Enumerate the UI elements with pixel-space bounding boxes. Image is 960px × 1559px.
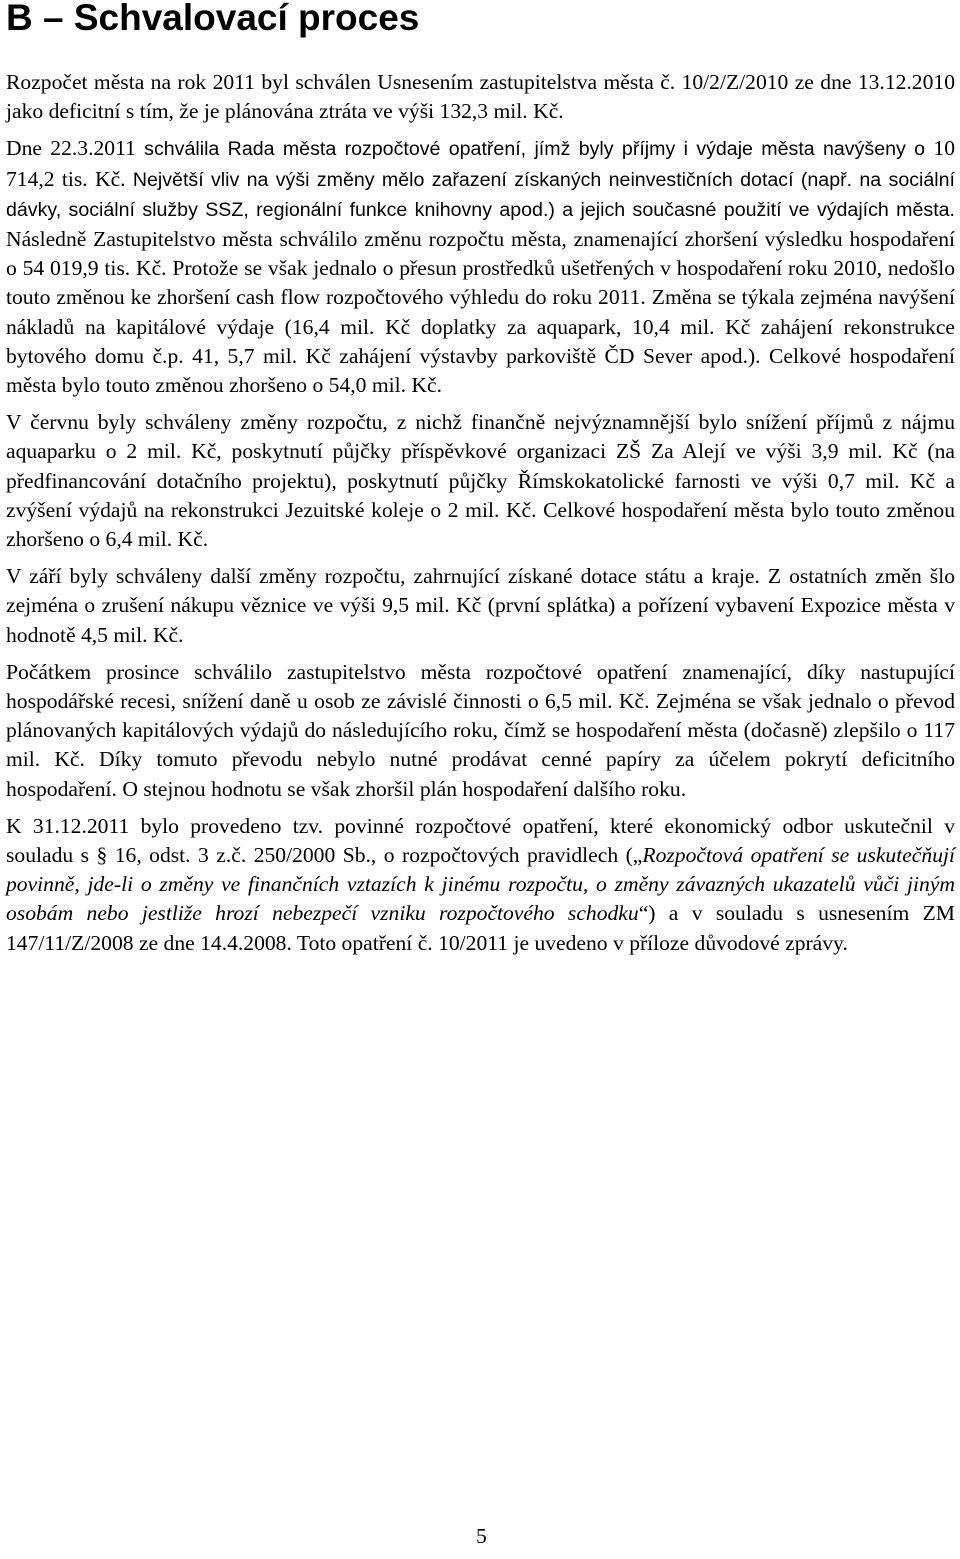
march-date-text: Dne 22.3.2011 [6, 136, 145, 161]
mandatory-lead-text: K 31.12.2011 bylo provedeno tzv. povinné rozpočtové opatření, které ekonomický odbor uskutečnil v souladu s § 16, odst. 3 z.č. 250/2000 Sb., o rozpočtových pravidlech („ [6, 813, 955, 868]
paragraph-march-changes [6, 134, 955, 400]
document-body [6, 68, 955, 958]
paragraph-budget-approval: Rozpočet města na rok 2011 byl schválen Usnesením zastupitelstva města č. 10/2/Z/2010 ze dne 13.12.2010 jako deficitní s tím, že je plánována ztráta ve výši 132,3 mil. Kč. [6, 70, 955, 124]
page-number: 5 [476, 1524, 487, 1548]
march-council-text: schválila Rada města rozpočtové opatření, jímž byly příjmy i výdaje města navýšeny o [144, 138, 934, 161]
march-total-text: Celkové hospodaření města bylo touto změnou zhoršeno o 54,0 mil. Kč. [6, 343, 955, 398]
march-influence-text: Největší vliv na výši změny mělo zařazení získaných neinvestičních dotací (např. na sociální dávky, sociální služby SSZ, regionální funkce knihovny apod.) a jejich současné použití ve výdajích města. [6, 168, 955, 221]
paragraph-mandatory-measure [6, 812, 955, 958]
paragraph-june-changes: V červnu byly schváleny změny rozpočtu, z nichž finančně nejvýznamnější bylo snížení příjmů z nájmu aquaparku o 2 mil. Kč, poskytnutí půjčky příspěvkové organizaci ZŠ Za Alejí ve výši 3,9 mil. Kč (na předfinancování dotačního projektu), poskytnutí půjčky Římskokatolické farnosti ve výši 0,7 mil. Kč a zvýšení výdajů na rekonstrukci Jezuitské koleje o 2 mil. Kč. Celkové hospodaření města bylo touto změnou zhoršeno o 6,4 mil. Kč. [6, 410, 955, 552]
section-heading: B – Schvalovací proces [6, 0, 420, 38]
mandatory-tail-text: “) a v souladu s usnesením ZM 147/11/Z/2008 ze dne 14.4.2008. Toto opatření č. 10/2011 je uvedeno v příloze důvodové zprávy. [6, 901, 955, 955]
paragraph-september-changes: V září byly schváleny další změny rozpočtu, zahrnující získané dotace státu a kraje. Z ostatních změn šlo zejména o zrušení nákupu věznice ve výši 9,5 mil. Kč (první splátka) a pořízení vybavení Expozice města v hodnotě 4,5 mil. Kč. [6, 564, 955, 647]
march-capital-text: Změna se týkala zejména navýšení nákladů na kapitálové výdaje (16,4 mil. Kč doplatky za aquapark, 10,4 mil. Kč zahájení rekonstrukce bytového domu č.p. 41, 5,7 mil. Kč zahájení výstavby parkoviště ČD Sever apod.). [6, 285, 955, 368]
march-assembly-text: Následně Zastupitelstvo města schválilo změnu rozpočtu města, znamenající zhoršení výsledku hospodaření o 54 019,9 tis. Kč. Protože se však jednalo o přesun prostředků ušetřených v hospodaření roku 2010, nedošlo touto změnou ke zhoršení cash flow rozpočtového výhledu do roku 2011. [6, 227, 955, 310]
paragraph-december-changes: Počátkem prosince schválilo zastupitelstvo města rozpočtové opatření znamenající, díky nastupující hospodářské recesi, snížení daně u osob ze závislé činnosti o 6,5 mil. Kč. Zejména se však jednalo o převod plánovaných kapitálových výdajů do následujícího roku, čímž se hospodaření města (dočasně) zlepšilo o 117 mil. Kč. Díky tomuto převodu nebylo nutné prodávat cenné papíry za účelem pokrytí deficitního hospodaření. O stejnou hodnotu se však zhoršil plán hospodaření dalšího roku. [6, 659, 955, 801]
march-amount-text: 10 714,2 tis. Kč. [6, 136, 955, 191]
mandatory-quote-text: Rozpočtová opatření se uskutečňují povinně, jde-li o změny ve finančních vztazích k jinému rozpočtu, o změny závazných ukazatelů vůči jiným osobám nebo jestliže hrozí nebezpečí vzniku rozpočtového schodku [6, 843, 955, 926]
